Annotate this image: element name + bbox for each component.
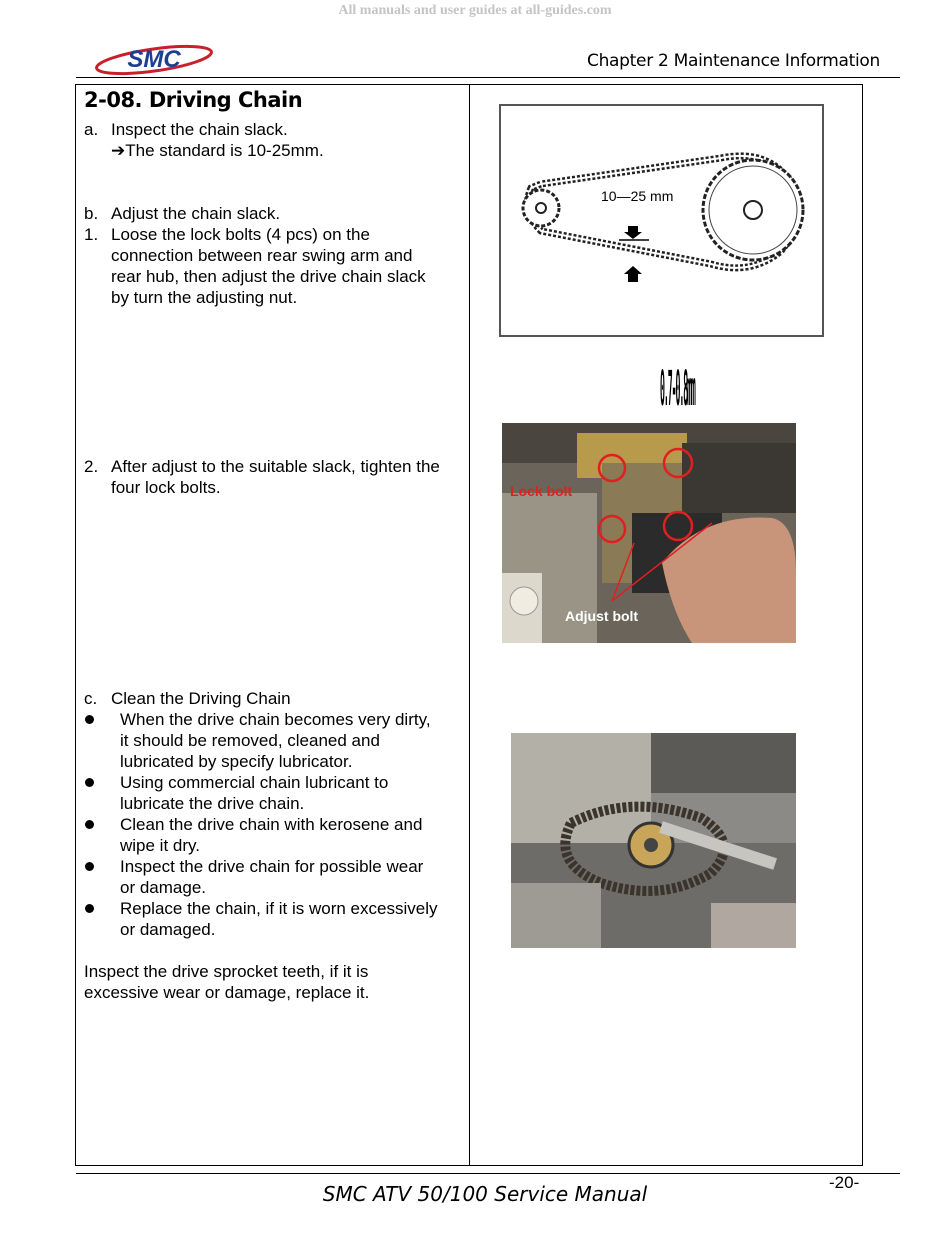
bullet-icon <box>85 715 94 724</box>
closing-line: Inspect the drive sprocket teeth, if it is <box>84 962 369 981</box>
step-a-text: Inspect the chain slack. <box>111 120 288 139</box>
smc-logo <box>90 40 218 80</box>
chapter-header: Chapter 2 Maintenance Information <box>587 51 880 71</box>
bullet-line: lubricated by specify lubricator. <box>120 752 353 771</box>
step-1-line: connection between rear swing arm and <box>111 246 413 265</box>
bullet-line: Replace the chain, if it is worn excessively <box>120 899 438 918</box>
step-2-line: four lock bolts. <box>111 478 221 497</box>
chain-diagram-svg <box>501 106 822 335</box>
bullet-icon <box>85 862 94 871</box>
step-2-marker: 2. <box>84 457 99 476</box>
step-c-text: Clean the Driving Chain <box>111 689 291 708</box>
step-c-marker: c. <box>84 689 98 708</box>
bullet-line: wipe it dry. <box>120 836 200 855</box>
chain-diagram-label: 10—25 mm <box>601 188 674 204</box>
vertical-label: 0.7-0.8mm <box>660 360 695 418</box>
page-number: -20- <box>829 1173 860 1192</box>
bullet-icon <box>85 904 94 913</box>
step-1-line: Loose the lock bolts (4 pcs) on the <box>111 225 370 244</box>
bullet-line: Using commercial chain lubricant to <box>120 773 389 792</box>
bullet-line: or damaged. <box>120 920 216 939</box>
bullet-line: Clean the drive chain with kerosene and <box>120 815 423 834</box>
footer-title: SMC ATV 50/100 Service Manual <box>322 1182 648 1206</box>
lock-bolt-label: Lock bolt <box>510 483 573 499</box>
drive-chain-photo-svg <box>511 733 796 948</box>
step-1-line: rear hub, then adjust the drive chain slack <box>111 267 426 286</box>
step-b-marker: b. <box>84 204 99 223</box>
chain-slack-diagram <box>499 104 824 337</box>
bullet-line: lubricate the drive chain. <box>120 794 305 813</box>
step-b-text: Adjust the chain slack. <box>111 204 281 223</box>
svg-text:SMC: SMC <box>127 46 181 73</box>
bullet-icon <box>85 820 94 829</box>
bullet-icon <box>85 778 94 787</box>
lock-bolt-photo <box>502 423 796 643</box>
bullet-line: or damage. <box>120 878 206 897</box>
step-1-line: by turn the adjusting nut. <box>111 288 298 307</box>
bullet-line: When the drive chain becomes very dirty, <box>120 710 431 729</box>
step-a-marker: a. <box>84 120 99 139</box>
lock-bolt-photo-svg <box>502 423 796 643</box>
adjust-bolt-label: Adjust bolt <box>565 608 639 624</box>
step-2-line: After adjust to the suitable slack, tighten the <box>111 457 440 476</box>
footer-rule <box>76 1173 900 1174</box>
section-title: 2-08. Driving Chain <box>84 88 303 112</box>
bullet-line: it should be removed, cleaned and <box>120 731 380 750</box>
drive-chain-photo <box>511 733 796 948</box>
bullet-line: Inspect the drive chain for possible wear <box>120 857 424 876</box>
column-divider <box>469 84 470 1166</box>
step-a-note: ➔The standard is 10-25mm. <box>111 141 324 160</box>
closing-line: excessive wear or damage, replace it. <box>84 983 370 1002</box>
header-rule <box>76 77 900 78</box>
step-1-marker: 1. <box>84 225 99 244</box>
watermark: All manuals and user guides at all-guides.com <box>338 3 612 18</box>
